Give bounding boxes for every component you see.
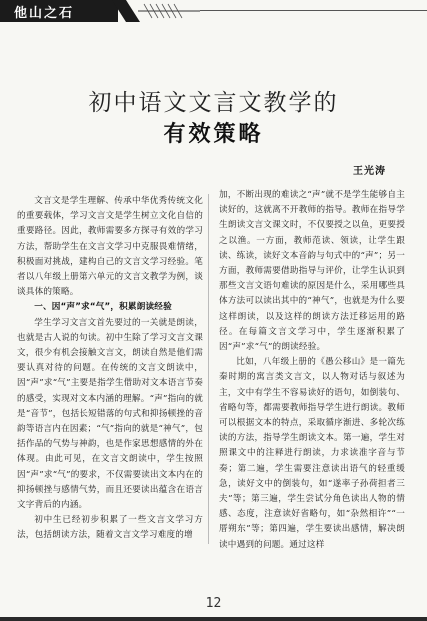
paragraph: 文言文是学生理解、传承中华优秀传统文化的重要载体，学习文言文是学生树立文化自信的重要路径。因此，教师需要多方探寻有效的学习方法，帮助学生在文言文学习中克服畏难情绪，积极面对挑战，建构自己的文言文学习经验。笔者以八年级上册第六单元的文言文教学为例，谈谈具体的策略。	[17, 196, 203, 298]
section-label: 他山之石	[14, 6, 75, 21]
header-rule	[200, 10, 427, 11]
column-divider	[208, 194, 209, 544]
paragraph: 比如，八年级上册的《愚公移山》是一篇先秦时期的寓言类文言文，以人物对话与叙述为主，文中有学生不容易读好的语句，如倒装句、省略句等，都需要教师指导学生进行朗读。教师可以根据文本的特点，采取循序渐进、多轮次练读的方法，指导学生朗读文本。第一遍，学生对照课文中的注释进行朗读，力求读准字音与节奏；第二遍，学生需要注意读出语气的轻重缓急，读好文中的倒装句，如“遂率子孙荷担者三夫”等；第三遍，学生尝试分角色读出人物的情感、态度，注意读好省略句，如“杂然相许”“一厝朔东”等；第四遍，学生要读出感情，解决朗读中遇到的问题。通过这样	[219, 357, 405, 550]
right-column	[219, 188, 405, 553]
section-header	[0, 0, 427, 22]
header-ornament-icon	[112, 0, 202, 22]
paragraph: 加，不断出现的难读之“声”就不是学生能够自主读好的，这就离不开教师的指导。教师在指导学生朗读文言文课文时，不仅要授之以鱼，更要授之以渔。一方面，教师范读、领读，让学生跟读、练读，读好文本音韵与句式中的“声”；另一方面，教师需要借助指导与评价，让学生认识到那些文言文语句难读的原因是什么，采用哪些具体方法可以读出其中的“神气”，也就是为什么要这样朗读，以及这样的朗读方法迁移运用的路径。在每篇文言文学习中，学生逐渐积累了因“声”求“气”的朗读经验。	[219, 190, 405, 353]
author-name: 王光涛	[353, 166, 386, 177]
page-number: 12	[205, 596, 222, 611]
article-title-line1: 初中语文文言文教学的	[88, 90, 339, 116]
paragraph: 初中生已经初步积累了一些文言文学习方法，包括朗读方法，随着文言文学习难度的增	[17, 515, 203, 541]
footer-rule	[0, 617, 427, 621]
section-heading: 一、因“声”求“气”，积累朗读经验	[34, 302, 172, 313]
article-title-line2: 有效策略	[163, 122, 264, 147]
paragraph: 学生学习文言文首先要过的一关就是朗读，也就是古人说的句读。初中生除了学习文言文课文，很少有机会接触文言文，朗读自然是他们需要认真对待的问题。在传统的文言文朗读中，因“声”求“气”主要是指学生借助对文本语言节奏的感受，实现对文本内涵的理解。“声”指向的就是“音节”，包括长短错落的句式和抑扬顿挫的音韵等语言内在因素；“气”指向的就是“神气”，包括作品的气势与神韵，也是作家思想感情的外在体现。由此可见，在文言文朗读中，学生按照因“声”求“气”的要求，不仅需要读出文本内在的抑扬顿挫与感情气势，而且还要读出蕴含在语言文字背后的内涵。	[17, 317, 203, 511]
left-column	[17, 194, 203, 544]
